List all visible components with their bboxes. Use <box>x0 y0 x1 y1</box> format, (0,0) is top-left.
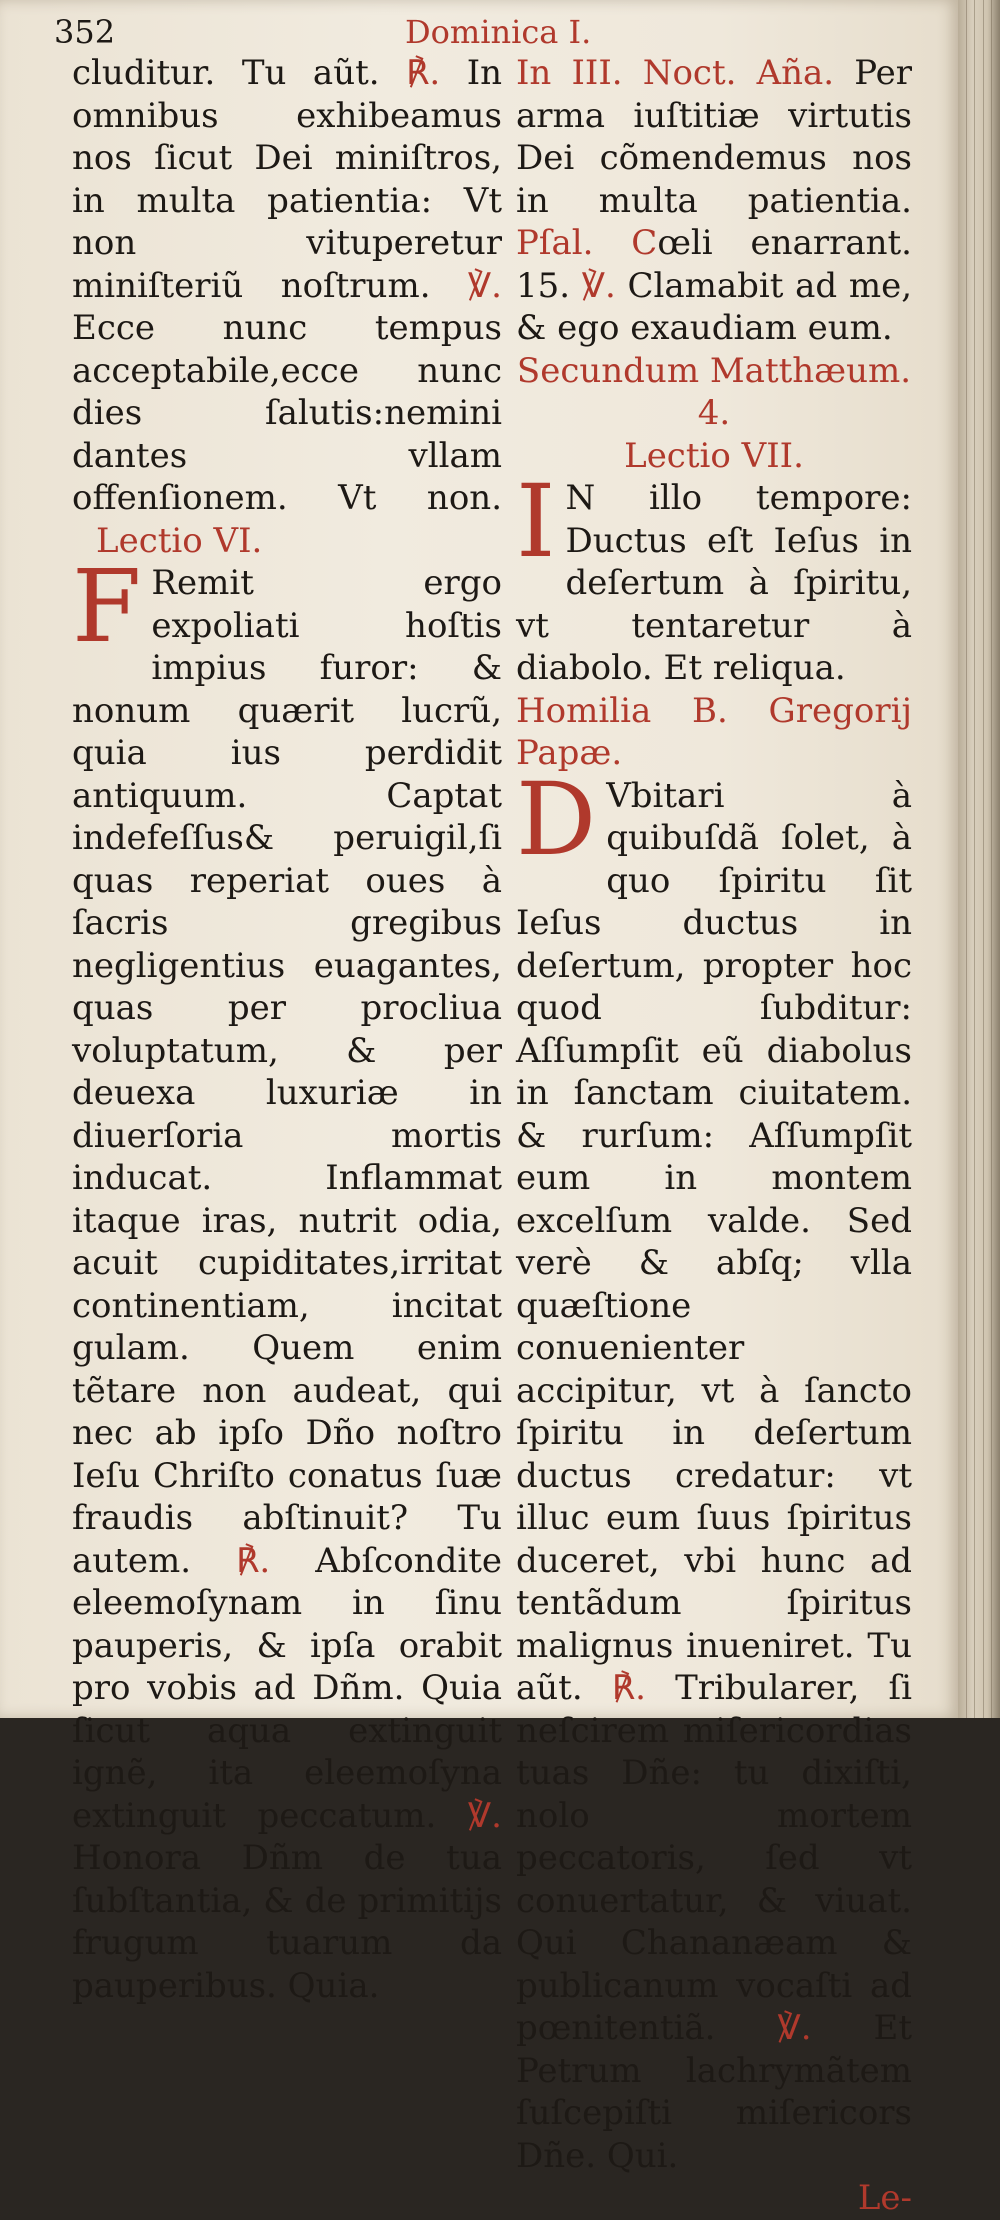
homily-heading: Homilia B. Gregorij Papæ. <box>516 690 912 773</box>
left-column <box>72 52 502 2007</box>
page-edge-line <box>974 0 975 1718</box>
page-edge-line <box>966 0 967 1718</box>
catchword: Le- <box>857 2178 912 2218</box>
versicle-symbol: ℣. <box>467 265 502 306</box>
responsory-text: Abſcondite eleemoſynam in ſinu pauperis, & ipſa orabit pro vobis ad Dñm. Quia ſicut aqua extinguit ignẽ, ita eleemoſyna extinguit peccatum. <box>72 1540 502 1836</box>
page-edge-line <box>991 0 992 1718</box>
nocturn-antiphon-label: In III. Noct. Aña. <box>516 53 835 93</box>
gospel-heading: Secundum Matthæum. 4. <box>516 350 912 433</box>
gospel-text: N illo tempore: Ductus eſt Ieſus in deſertum à ſpiritu, vt tentaretur à diabolo. Et reliqua. <box>516 478 912 688</box>
responsory-symbol: ℟. <box>611 1668 646 1708</box>
right-paragraph-3 <box>516 760 913 2178</box>
responsory-text: In omnibus exhibeamus nos ſicut Dei miniſtros, in multa patientia: Vt non vituperetur miniſteriũ noſtrum. <box>72 53 503 306</box>
responsory-symbol: ℟. <box>406 53 441 93</box>
book-page-edge <box>958 0 1000 1718</box>
versicle-text: Ecce nunc tempus acceptabile,ecce nunc dies ſalutis:nemini dantes vllam offenſionem. Vt non. <box>72 308 502 518</box>
responsory-symbol: ℟. <box>236 1540 271 1581</box>
versicle-symbol: ℣. <box>777 2008 812 2048</box>
left-paragraph-2 <box>72 548 502 2007</box>
responsory-text: Tribularer, ſi neſcirem miſericordias tuas Dñe: tu dixiſti, nolo mortem peccatoris, ſed vt conuertatur, & viuat. Qui Chananæam & publicanum vocaſti ad pœnitentiã. <box>516 1668 912 2048</box>
versicle-text: Clamabit ad me, & ego exaudiam eum. <box>516 265 913 348</box>
left-paragraph-1 <box>72 52 502 562</box>
psalm-label: Pſal. C <box>516 223 658 263</box>
psalm-text: œli enarrant. 15. <box>516 223 912 306</box>
versicle-text: Et Petrum lachrymãtem ſuſcepiſti miſericors Dñe. Qui. <box>516 2008 913 2176</box>
homily-text: Vbitari à quibuſdã ſolet, à quo ſpiritu ſit Ieſus ductus in deſertum, propter hoc quod ſubditur: Aſſumpſit eũ diabolus in ſanctam ciuitatem. & rurſum: Aſſumpſit eum in montem excelſum valde. Sed verè & abſq; vlla quæſtione conuenienter accipitur, vt à ſancto ſpiritu in deſertum ductus credatur: vt illuc eum ſuus ſpiritus duceret, vbi hunc ad tentãdum ſpiritus malignus inueniret. Tu aũt. <box>516 775 912 1708</box>
running-title: Dominica I. <box>405 13 592 51</box>
page-edge-line <box>983 0 984 1718</box>
versicle-symbol: ℣. <box>581 265 616 306</box>
right-paragraph-2 <box>516 463 912 690</box>
left-text: cluditur. Tu aũt. <box>72 53 380 93</box>
drop-cap-letter: F <box>72 548 142 665</box>
right-paragraph-1 <box>516 52 912 350</box>
lectio-text: Remit ergo expoliati hoſtis impius furor: & nonum quærit lucrũ, quia ius perdidit antiquum. Captat indefeſſus& peruigil,ſi quas reperiat oues à ſacris gregibus negligentius euagantes, quas per procliua voluptatum, & per deuexa luxuriæ in diuerſoria mortis inducat. Inflammat itaque iras, nutrit odia, acuit cupiditates,irritat continentiam, incitat gulam. Quem enim tẽtare non audeat, qui nec ab ipſo Dño noſtro Ieſu Chriſto conatus ſuæ fraudis abſtinuit? Tu autem. <box>72 563 502 1581</box>
drop-cap-letter: D <box>516 760 597 878</box>
page-number: 352 <box>54 13 116 51</box>
antiphon-text: Per arma iuſtitiæ virtutis Dei cõmendemus nos in multa patientia. <box>516 53 912 221</box>
versicle-symbol: ℣. <box>467 1795 502 1836</box>
right-column <box>516 52 912 2220</box>
lectio-heading: Lectio VI. <box>96 520 263 561</box>
drop-cap-letter: I <box>516 463 556 580</box>
versicle-text: Honora Dñm de tua ſubſtantia, & de primitijs frugum tuarum da pauperibus. Quia. <box>72 1838 502 2006</box>
lectio-heading: Lectio VII. <box>624 435 804 476</box>
